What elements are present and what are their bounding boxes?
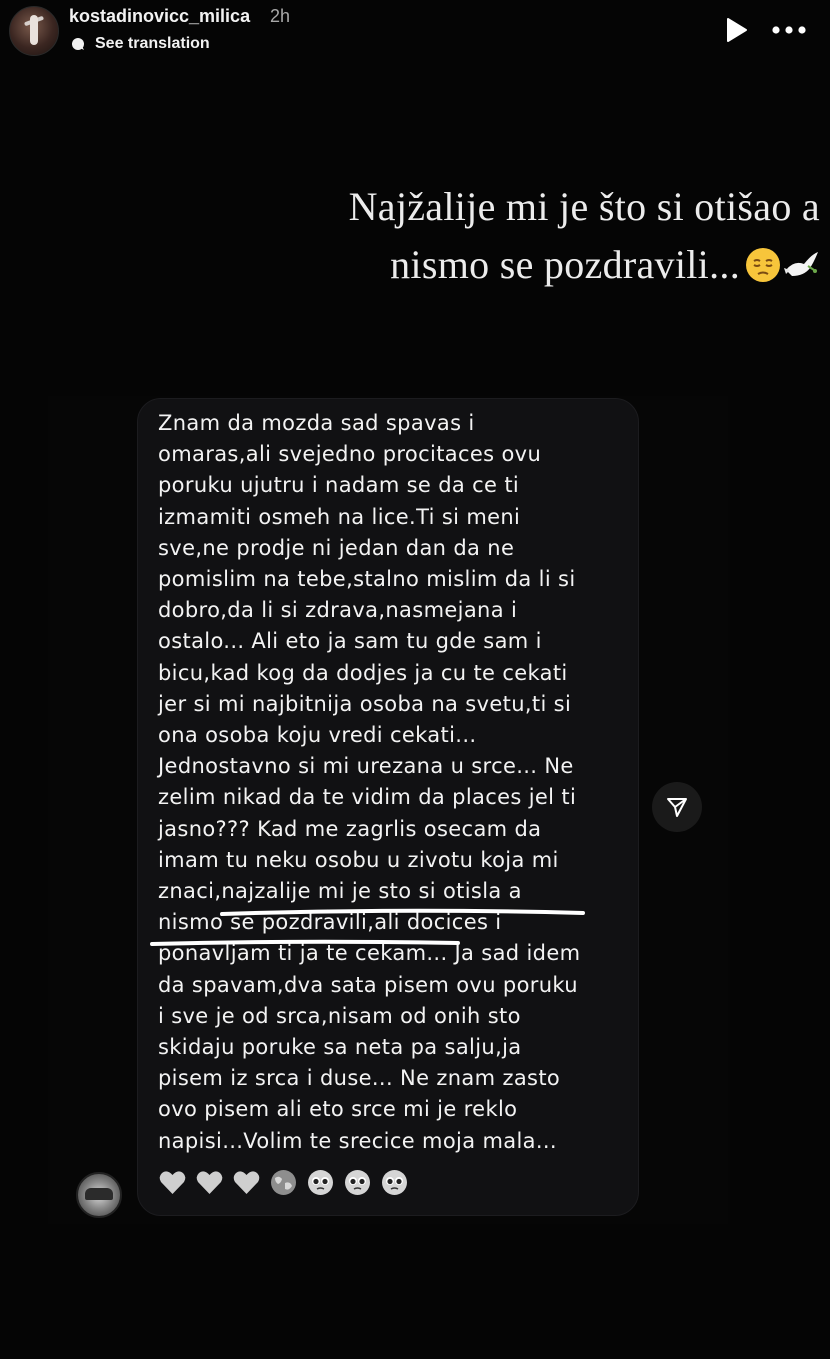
story-caption [230, 178, 820, 294]
message-line: i sve je od srca,nisam od onih sto [158, 1003, 521, 1028]
caption-line-2: nismo se pozdravili... [390, 242, 740, 287]
more-icon [770, 18, 810, 42]
message-line: izmamiti osmeh na lice.Ti si meni [158, 504, 521, 529]
translate-bubble-icon [71, 37, 85, 51]
more-options-button[interactable] [770, 18, 810, 42]
message-line: ostalo... Ali eto ja sam tu gde sam i [158, 629, 542, 654]
sender-avatar[interactable] [76, 1172, 122, 1218]
caption-line-2-wrap [230, 236, 820, 294]
message-line: znaci,najzalije mi je sto si otisla a [158, 879, 522, 904]
message-line: zelim nikad da te vidim da places jel ti [158, 785, 577, 810]
message-line: ovo pisem ali eto srce mi je reklo [158, 1097, 518, 1122]
globe-icon [269, 1168, 298, 1197]
message-line: pomislim na tebe,stalno mislim da li si [158, 567, 576, 592]
message-line: Jednostavno si mi urezana u srce... Ne [158, 754, 574, 779]
message-line: pisem iz srca i duse... Ne znam zasto [158, 1066, 561, 1091]
message-line: omaras,ali svejedno procitaces ovu [158, 442, 542, 467]
share-message-button[interactable] [652, 782, 702, 832]
message-line: poruku ujutru i nadam se da ce ti [158, 473, 520, 498]
message-text [158, 408, 628, 1157]
play-button[interactable] [722, 16, 750, 44]
message-line: napisi...Volim te srecice moja mala... [158, 1128, 557, 1153]
message-line: jasno??? Kad me zagrlis osecam da [158, 816, 542, 841]
message-line: imam tu neku osobu u zivotu koja mi [158, 847, 559, 872]
see-translation-label: See translation [95, 35, 210, 52]
sender-avatar-image [85, 1188, 113, 1200]
pleading-face-icon [343, 1168, 372, 1197]
direct-share-icon [665, 795, 689, 819]
story-header [0, 0, 830, 66]
pensive-face-emoji-icon [744, 246, 782, 284]
message-emoji-row [158, 1168, 409, 1200]
profile-avatar[interactable] [9, 6, 59, 56]
caption-line-1: Najžalije mi je što si otišao a [348, 184, 820, 229]
message-line: da spavam,dva sata pisem ovu poruku [158, 972, 578, 997]
message-line: sve,ne prodje ni jedan dan da ne [158, 535, 515, 560]
pleading-face-icon [306, 1168, 335, 1197]
avatar-figure [30, 15, 38, 45]
dove-emoji-icon [782, 246, 820, 284]
see-translation-link[interactable] [71, 34, 210, 54]
grey-heart-icon [195, 1168, 224, 1197]
message-line: ponavljam ti ja te cekam... Ja sad idem [158, 941, 581, 966]
message-line: nismo se pozdravili,ali docices i [158, 910, 502, 935]
message-line: Znam da mozda sad spavas i [158, 411, 475, 435]
pleading-face-icon [380, 1168, 409, 1197]
play-icon [722, 16, 750, 44]
message-line: jer si mi najbitnija osoba na svetu,ti si [158, 691, 572, 716]
post-time: 2h [270, 6, 291, 26]
message-line: bicu,kad kog da dodjes ja cu te cekati [158, 660, 568, 685]
username[interactable]: kostadinovicc_milica [69, 6, 251, 26]
grey-heart-icon [158, 1168, 187, 1197]
grey-heart-icon [232, 1168, 261, 1197]
message-line: skidaju poruke sa neta pa salju,ja [158, 1035, 522, 1060]
message-line: dobro,da li si zdrava,nasmejana i [158, 598, 518, 623]
message-line: ona osoba koju vredi cekati... [158, 723, 477, 748]
